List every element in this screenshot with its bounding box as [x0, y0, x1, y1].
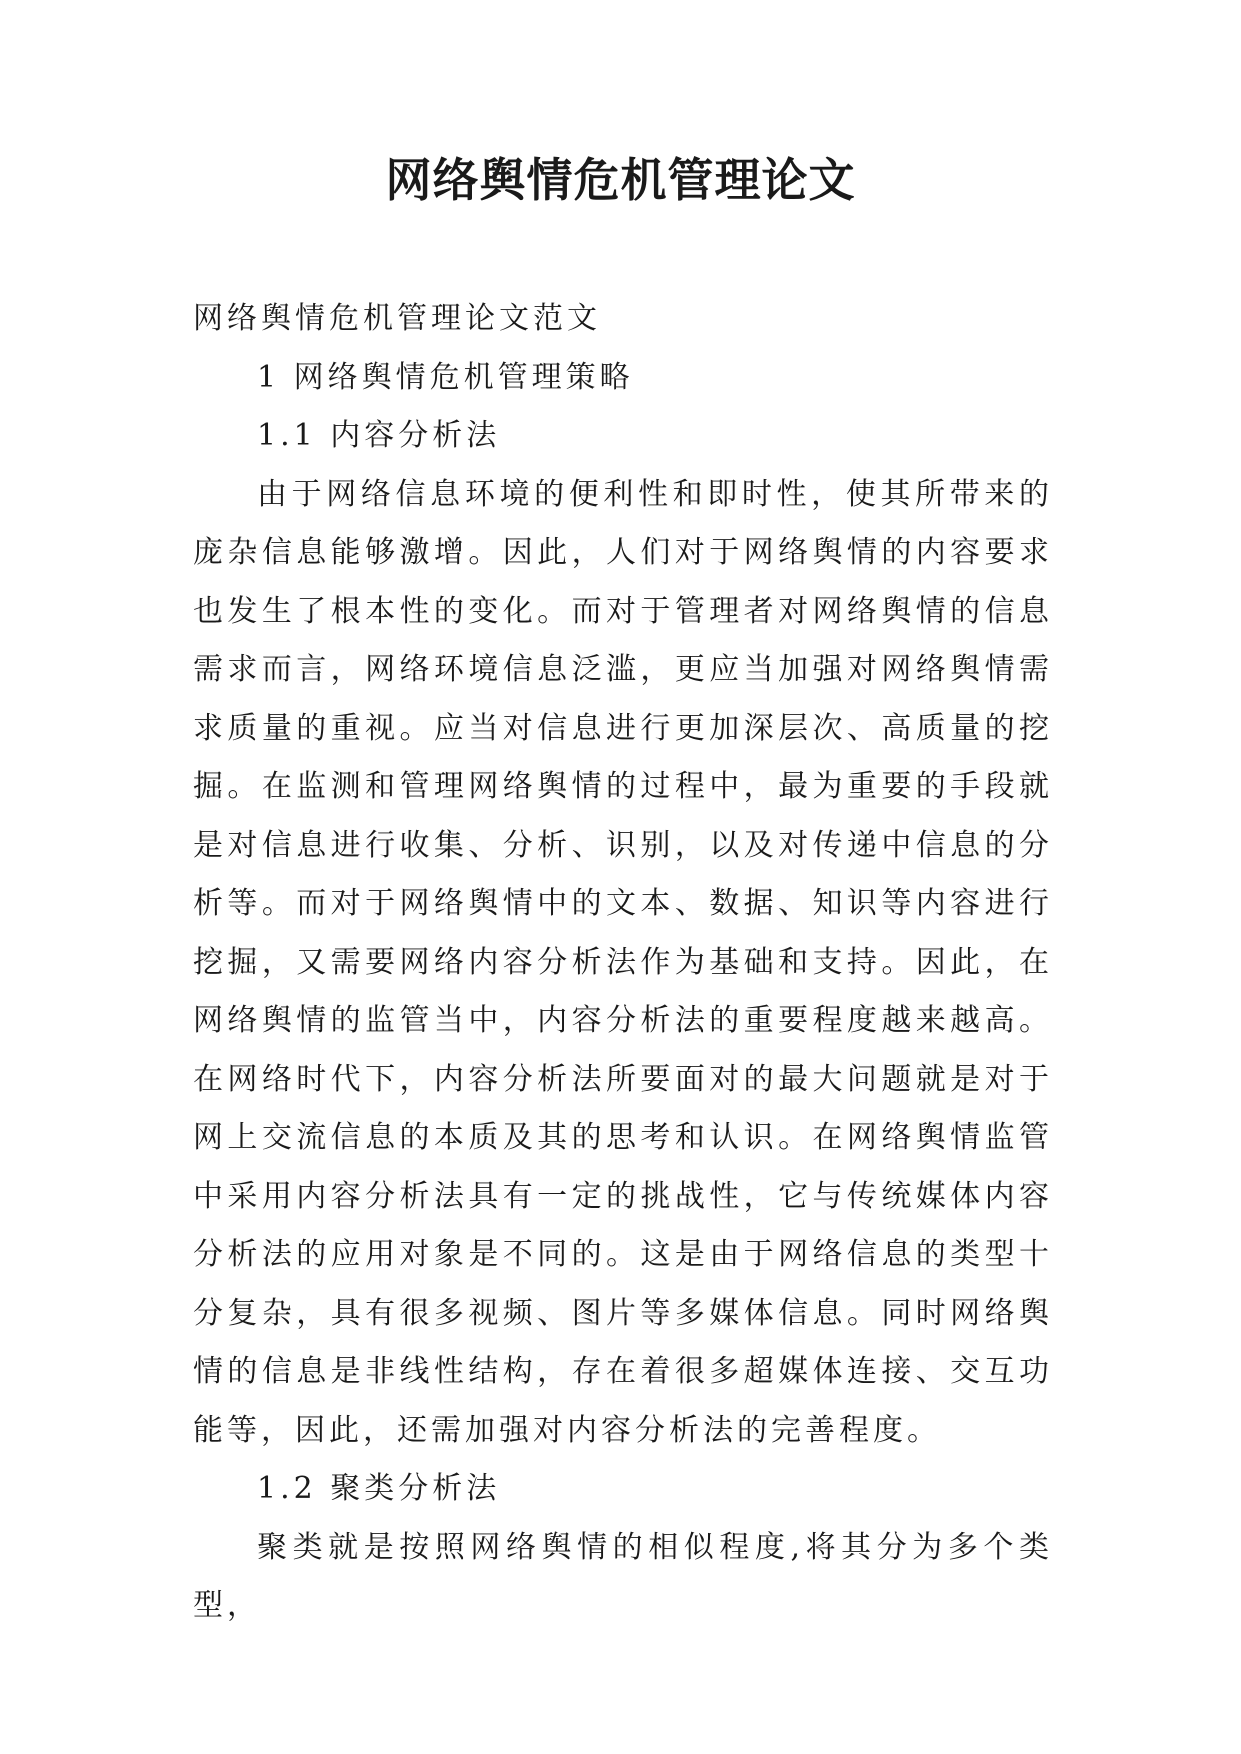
- paragraph-cluster-analysis: 聚类就是按照网络舆情的相似程度,将其分为多个类型，: [193, 1529, 1053, 1623]
- document-body: [193, 290, 1053, 1636]
- subsection-heading-1-1: 1.1 内容分析法: [257, 418, 501, 453]
- document-title: 网络舆情危机管理论文: [385, 153, 856, 207]
- section-heading-1: 1 网络舆情危机管理策略: [257, 359, 634, 395]
- paragraph-content-analysis: 由于网络信息环境的便利性和即时性，使其所带来的庞杂信息能够激增。因此，人们对于网络舆情的内容要求也发生了根本性的变化。而对于管理者对网络舆情的信息需求而言，网络环境信息泛滥，更应当加强对网络舆情需求质量的重视。应当对信息进行更加深层次、高质量的挖掘。在监测和管理网络舆情的过程中，最为重要的手段就是对信息进行收集、分析、识别，以及对传递中信息的分析等。而对于网络舆情中的文本、数据、知识等内容进行挖掘，又需要网络内容分析法作为基础和支持。因此，在网络舆情的监管当中，内容分析法的重要程度越来越高。在网络时代下，内容分析法所要面对的最大问题就是对于网上交流信息的本质及其的思考和认识。在网络舆情监管中采用内容分析法具有一定的挑战性，它与传统媒体内容分析法的应用对象是不同的。这是由于网络信息的类型十分复杂，具有很多视频、图片等多媒体信息。同时网络舆情的信息是非线性结构，存在着很多超媒体连接、交互功能等，因此，还需加强对内容分析法的完善程度。: [193, 476, 1053, 1448]
- subsection-heading-1-2: 1.2 聚类分析法: [257, 1471, 501, 1506]
- document-subtitle: 网络舆情危机管理论文范文: [193, 301, 601, 336]
